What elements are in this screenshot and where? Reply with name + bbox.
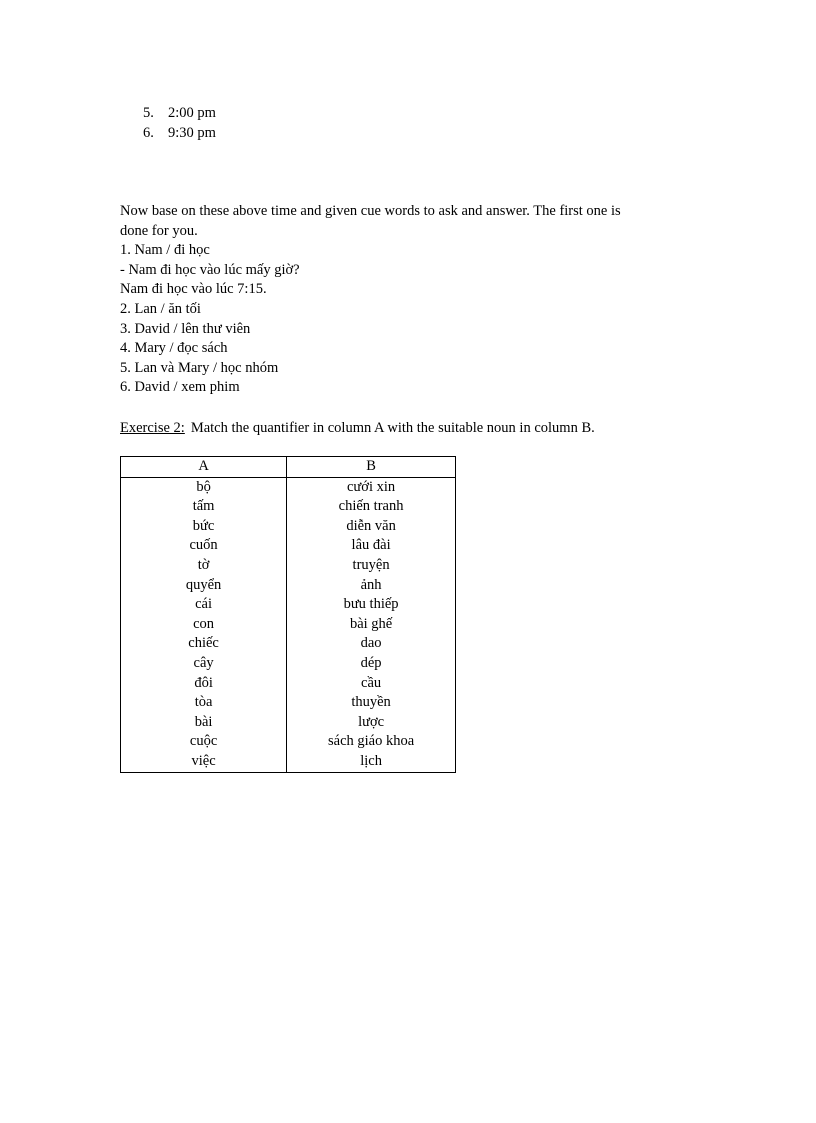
- list-item-text: 2:00 pm: [168, 105, 216, 121]
- cue-line: 3. David / lên thư viên: [120, 320, 251, 337]
- quantifier-cell: tờ: [121, 556, 287, 576]
- list-item-number: 5.: [143, 105, 154, 121]
- quantifier-cell: cây: [121, 654, 287, 674]
- quantifier-cell: bức: [121, 517, 287, 537]
- list-item: [143, 124, 216, 144]
- noun-cell: ảnh: [287, 576, 456, 596]
- table-row: [121, 674, 456, 694]
- example-answer: Nam đi học vào lúc 7:15.: [120, 281, 267, 298]
- example-cue: 1. Nam / đi học: [120, 242, 210, 259]
- quantifier-cell: quyển: [121, 576, 287, 596]
- noun-cell: diễn văn: [287, 517, 456, 537]
- quantifier-cell: việc: [121, 752, 287, 772]
- quantifier-cell: chiếc: [121, 634, 287, 654]
- table-row: [121, 556, 456, 576]
- match-table: [120, 456, 456, 773]
- quantifier-cell: bài: [121, 713, 287, 733]
- cue-line: 2. Lan / ăn tối: [120, 300, 201, 317]
- noun-cell: lược: [287, 713, 456, 733]
- noun-cell: cầu: [287, 674, 456, 694]
- noun-cell: thuyền: [287, 693, 456, 713]
- noun-cell: dép: [287, 654, 456, 674]
- quantifier-cell: cuộc: [121, 732, 287, 752]
- cue-line: 6. David / xem phim: [120, 379, 240, 396]
- table-row: [121, 713, 456, 733]
- list-item: [143, 104, 216, 124]
- noun-cell: truyện: [287, 556, 456, 576]
- column-header-a: A: [121, 457, 287, 478]
- noun-cell: bài ghế: [287, 615, 456, 635]
- table-row: [121, 752, 456, 772]
- noun-cell: lâu đài: [287, 536, 456, 556]
- quantifier-cell: cái: [121, 595, 287, 615]
- quantifier-cell: bộ: [121, 477, 287, 497]
- cue-line: 5. Lan và Mary / học nhóm: [120, 359, 279, 376]
- noun-cell: lịch: [287, 752, 456, 772]
- table-row: [121, 595, 456, 615]
- table-row: [121, 517, 456, 537]
- noun-cell: sách giáo khoa: [287, 732, 456, 752]
- time-list: [143, 104, 216, 143]
- exercise-2-heading: [120, 418, 595, 438]
- match-table-body: [121, 477, 456, 772]
- table-row: [121, 732, 456, 752]
- quantifier-cell: cuốn: [121, 536, 287, 556]
- column-header-b: B: [287, 457, 456, 478]
- table-header-row: [121, 457, 456, 478]
- noun-cell: chiến tranh: [287, 497, 456, 517]
- table-row: [121, 576, 456, 596]
- quantifier-cell: con: [121, 615, 287, 635]
- noun-cell: dao: [287, 634, 456, 654]
- table-row: [121, 634, 456, 654]
- exercise-1-body: [120, 202, 680, 398]
- exercise-2-instruction: Match the quantifier in column A with the suitable noun in column B.: [190, 420, 595, 436]
- cue-line: 4. Mary / đọc sách: [120, 340, 228, 357]
- table-row: [121, 615, 456, 635]
- example-question: - Nam đi học vào lúc mấy giờ?: [120, 261, 300, 278]
- quantifier-cell: tấm: [121, 497, 287, 517]
- table-row: [121, 654, 456, 674]
- table-row: [121, 477, 456, 497]
- table-row: [121, 497, 456, 517]
- quantifier-cell: tòa: [121, 693, 287, 713]
- quantifier-cell: đôi: [121, 674, 287, 694]
- instruction-line: Now base on these above time and given cue words to ask and answer. The first one is: [120, 203, 621, 219]
- table-row: [121, 536, 456, 556]
- table-row: [121, 693, 456, 713]
- list-item-number: 6.: [143, 124, 154, 141]
- noun-cell: cưới xin: [287, 477, 456, 497]
- list-item-text: 9:30 pm: [168, 124, 216, 141]
- exercise-2-title: Exercise 2:: [120, 420, 185, 436]
- instruction-line: done for you.: [120, 222, 198, 239]
- noun-cell: bưu thiếp: [287, 595, 456, 615]
